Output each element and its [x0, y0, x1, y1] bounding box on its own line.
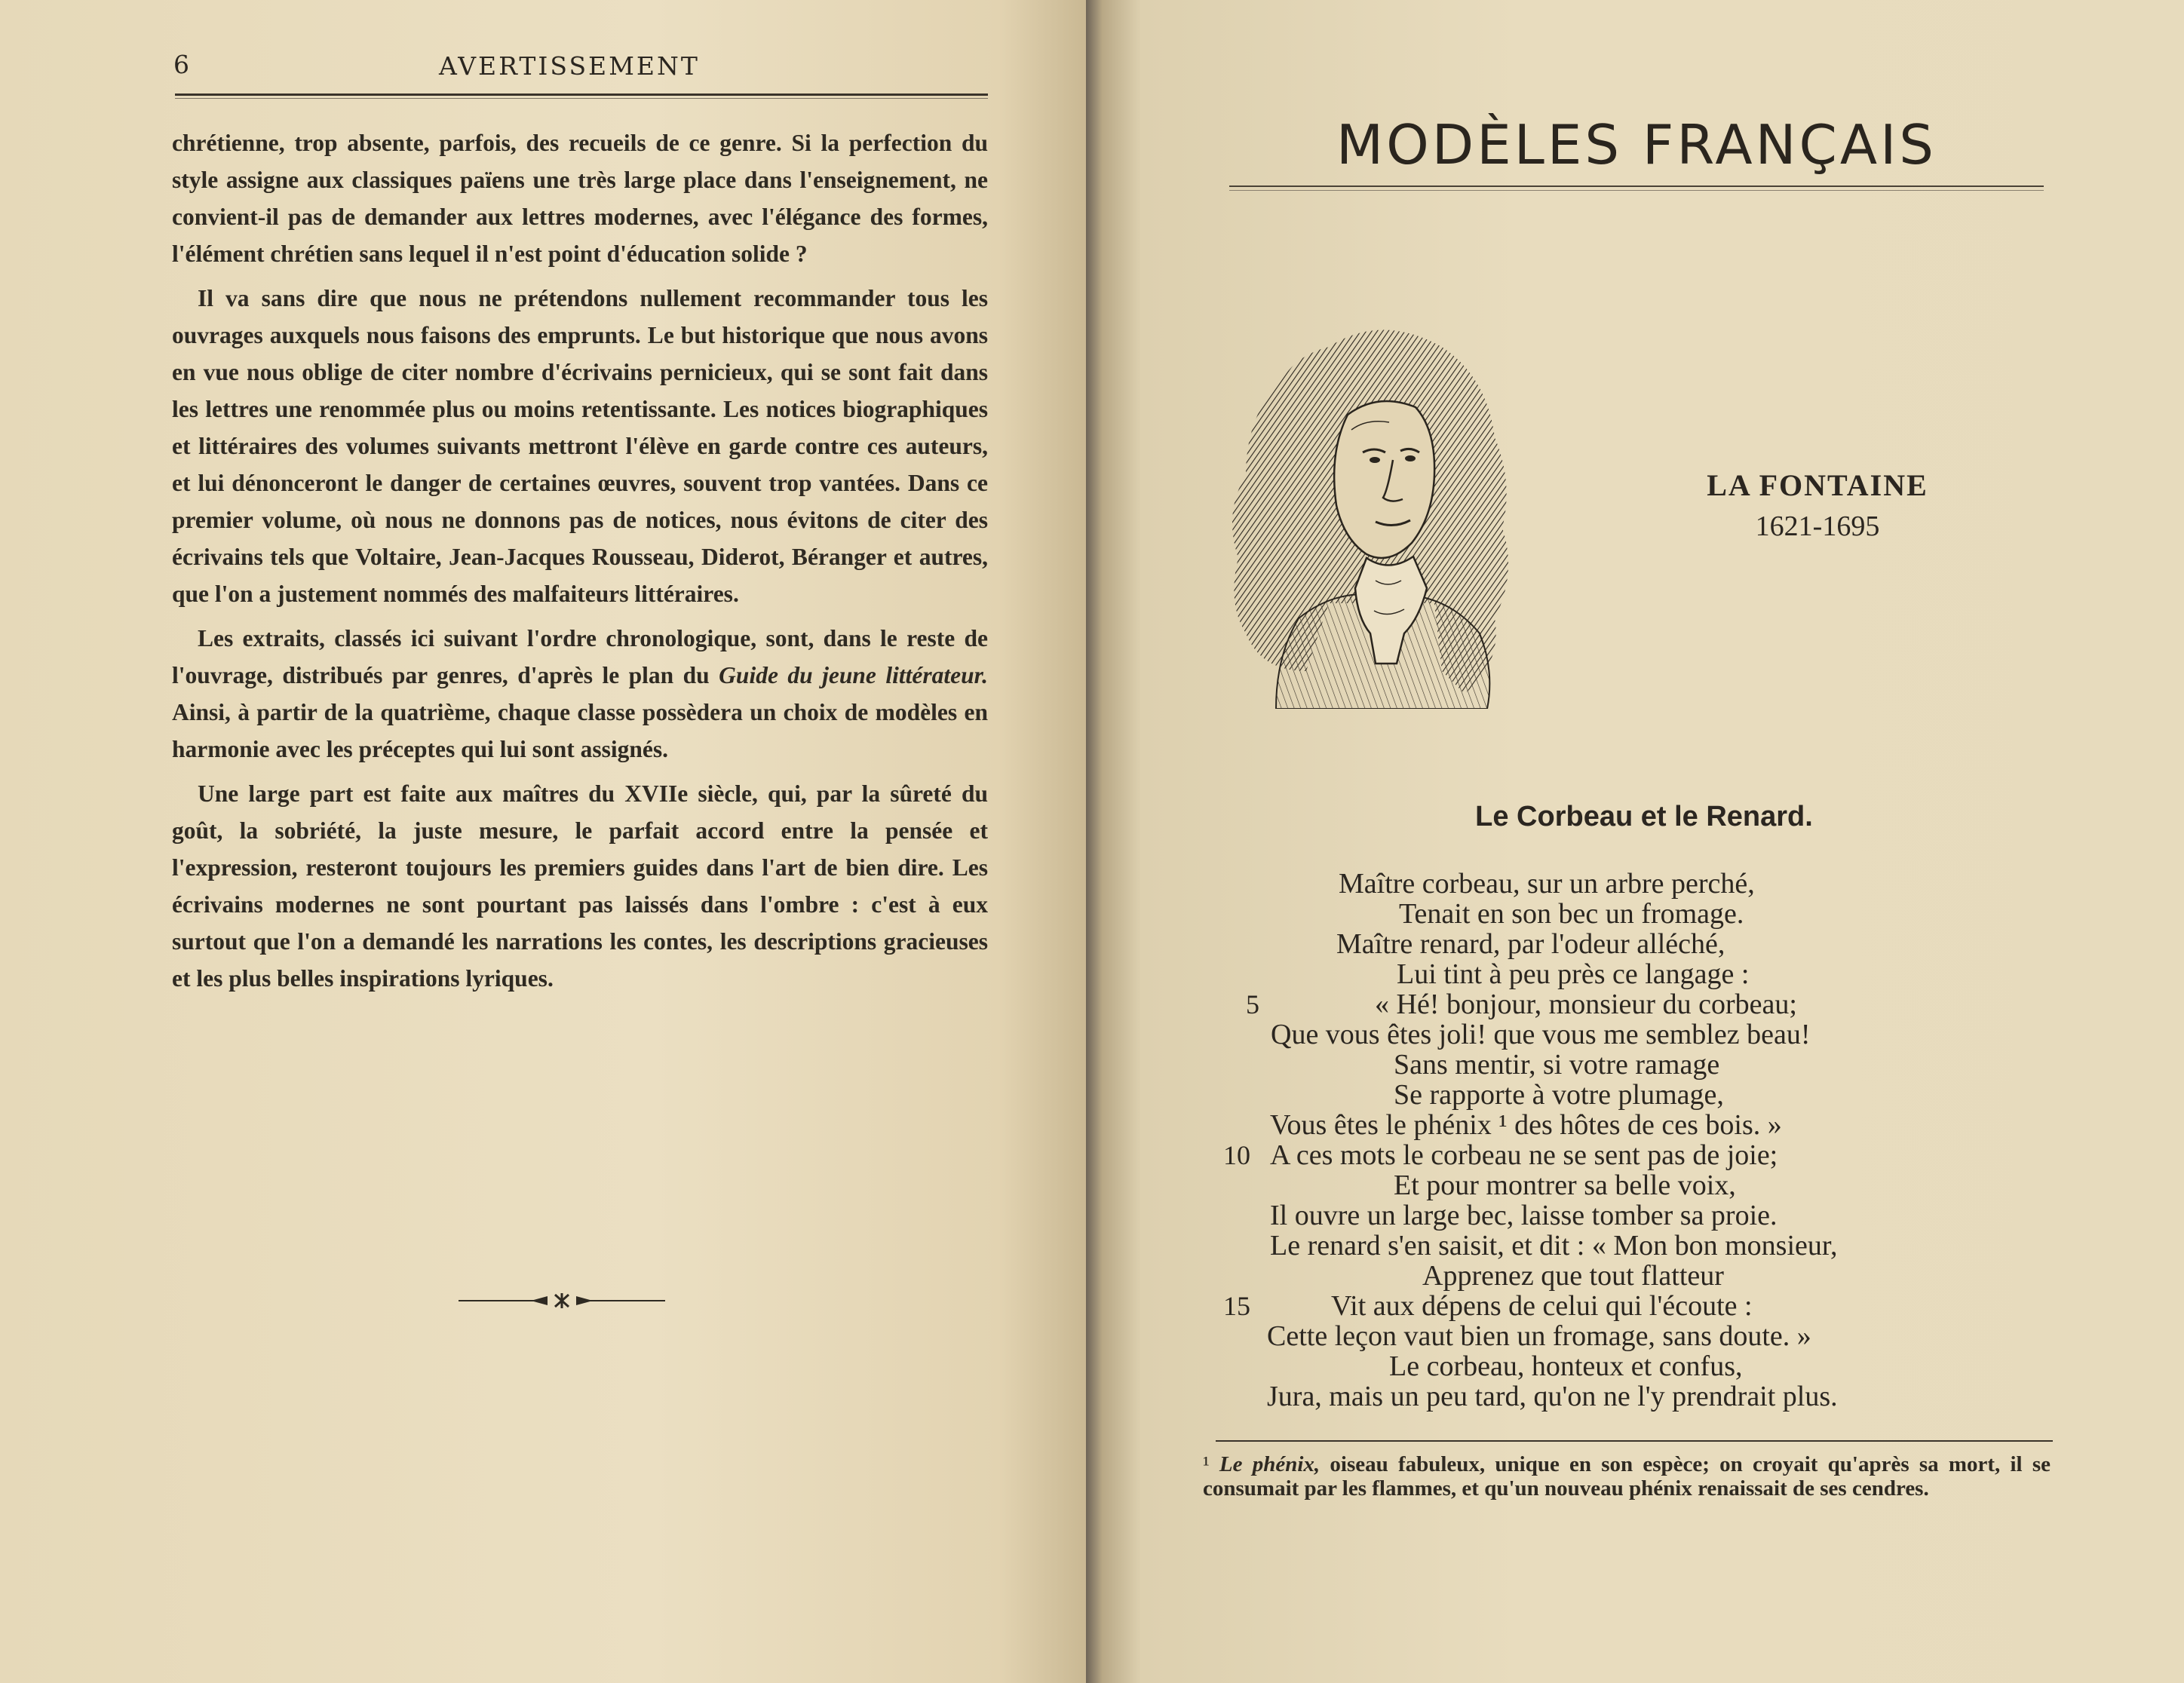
line-number: 5 — [1246, 989, 1259, 1019]
title-rule — [1229, 185, 2044, 191]
verse-line: Se rapporte à votre plumage, — [1394, 1079, 1724, 1111]
header-rule — [175, 94, 988, 99]
right-page — [1086, 0, 2184, 1683]
verse-line: Vous êtes le phénix ¹ des hôtes de ces bois. » — [1270, 1109, 1782, 1141]
page-number: 6 — [173, 50, 192, 79]
line-number: 15 — [1223, 1291, 1250, 1321]
verse-line: Lui tint à peu près ce langage : — [1397, 958, 1750, 990]
section-title: MODÈLES FRANÇAIS — [1336, 113, 1937, 176]
verse-line: Que vous êtes joli! que vous me semblez beau! — [1271, 1019, 1811, 1050]
author-dates: 1621-1695 — [1755, 510, 1880, 542]
paragraph-3 — [172, 620, 988, 768]
paragraph-3-after: Ainsi, à partir de la quatrième, chaque classe possèdera un choix de modèles en harmonie avec les préceptes qui lui sont assignés. — [172, 699, 988, 762]
verse-line: Maître corbeau, sur un arbre perché, — [1339, 868, 1755, 900]
guide-title-italic: Guide du jeune littérateur. — [719, 662, 988, 688]
footnote — [1203, 1452, 2051, 1501]
verse-line: Maître renard, par l'odeur alléché, — [1336, 928, 1725, 960]
verse-line: Et pour montrer sa belle voix, — [1394, 1170, 1736, 1201]
tailpiece-ornament-icon — [459, 1293, 665, 1308]
footnote-mark: ¹ — [1203, 1452, 1210, 1476]
line-number: 10 — [1223, 1140, 1250, 1170]
footnote-rule — [1216, 1440, 2053, 1442]
paragraph-2: Il va sans dire que nous ne prétendons nullement recommander tous les ouvrages auxquels nous faisons des emprunts. Le but historique que nous avons en vue nous oblige de citer nombre d'écrivains pernicieux, qui se sont fait dans les lettres une renommée plus ou moins retentissante. Les notices biographiques et littéraires des volumes suivants mettront l'élève en garde contre ces auteurs, et lui dénonceront le danger de certaines œuvres, souvent trop vantées. Dans ce premier volume, où nous ne donnons pas de notices, nous évitons de citer des écrivains tels que Voltaire, Jean-Jacques Rousseau, Diderot, Béranger et autres, que l'on a justement nommés des malfaiteurs littéraires. — [172, 285, 988, 607]
running-title: AVERTISSEMENT — [439, 51, 700, 81]
poem-title: Le Corbeau et le Renard. — [1475, 801, 1813, 832]
verse-line: A ces mots le corbeau ne se sent pas de joie; — [1270, 1139, 1778, 1171]
verse-line: Le renard s'en saisit, et dit : « Mon bon monsieur, — [1270, 1230, 1838, 1261]
footnote-text: oiseau fabuleux, unique en son espèce; on croyait qu'après sa mort, il se consumait par les flammes, et qu'un nouveau phénix renaissait de ses cendres. — [1203, 1452, 2051, 1501]
verse-line: Apprenez que tout flatteur — [1422, 1260, 1724, 1292]
verse-line: Cette leçon vaut bien un fromage, sans doute. » — [1267, 1320, 1811, 1352]
verse-line: Jura, mais un peu tard, qu'on ne l'y prendrait plus. — [1267, 1381, 1838, 1412]
verse-line: « Hé! bonjour, monsieur du corbeau; — [1375, 989, 1797, 1020]
paragraph-3-before: Les extraits, classés ici suivant l'ordre chronologique, sont, dans le reste de l'ouvrage, distribués par genres, d'après le plan du — [172, 625, 988, 688]
verse-line: Le corbeau, honteux et confus, — [1389, 1350, 1743, 1382]
footnote-term: Le phénix, — [1219, 1452, 1321, 1476]
verse-line: Sans mentir, si votre ramage — [1394, 1049, 1720, 1081]
la-fontaine-portrait-icon — [1216, 317, 1548, 709]
author-name: LA FONTAINE — [1707, 468, 1928, 502]
verse-line: Vit aux dépens de celui qui l'écoute : — [1331, 1290, 1753, 1322]
foreword-text — [172, 124, 988, 1004]
paragraph-4: Une large part est faite aux maîtres du XVIIe siècle, qui, par la sûreté du goût, la sobriété, la juste mesure, le parfait accord entre la pensée et l'expression, resteront toujours les premiers guides dans l'art de bien dire. Les écrivains modernes ne sont pourtant pas laissés dans l'ombre : c'est à eux surtout que l'on a demandé les narrations les contes, les descriptions gracieuses et les plus belles inspirations lyriques. — [172, 780, 988, 992]
verse-line: Il ouvre un large bec, laisse tomber sa proie. — [1270, 1200, 1778, 1231]
left-page — [0, 0, 1086, 1683]
running-head — [173, 50, 988, 87]
verse-line: Tenait en son bec un fromage. — [1399, 898, 1744, 930]
paragraph-1: chrétienne, trop absente, parfois, des recueils de ce genre. Si la perfection du style assigne aux classiques païens une très large place dans l'enseignement, ne convient-il pas de demander aux lettres modernes, avec l'élégance des formes, l'élément chrétien sans lequel il n'est point d'éducation solide ? — [172, 130, 988, 267]
